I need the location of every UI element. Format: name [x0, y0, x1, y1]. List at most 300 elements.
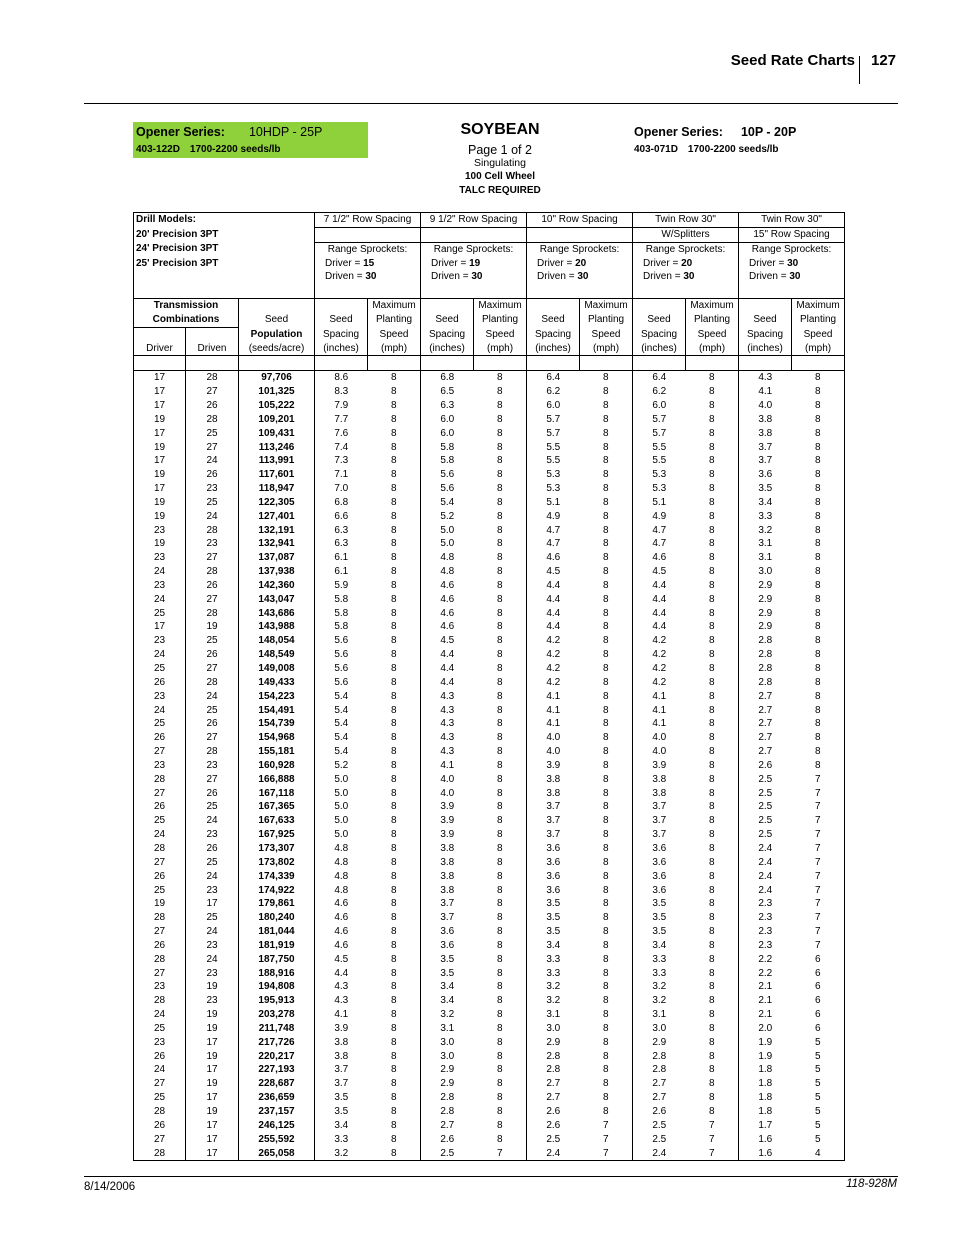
table-cell: 6.8: [440, 372, 455, 384]
table-cell: 2.5: [546, 1133, 561, 1145]
table-cell: 2.9: [758, 607, 773, 619]
table-cell: 8: [368, 745, 421, 759]
table-cell: 8: [686, 468, 739, 482]
table-cell: 8: [368, 385, 421, 399]
table-cell: 7: [686, 1119, 739, 1133]
table-cell: 8: [474, 911, 527, 925]
table-cell: 8: [686, 441, 739, 455]
table-cell: 25: [134, 607, 186, 621]
table-cell: 23: [186, 482, 239, 496]
spacing-group-2-sub: [421, 227, 527, 242]
table-cell: 8: [368, 537, 421, 551]
seed-spacing-header: (inches): [633, 342, 686, 356]
table-cell: 2.6: [546, 1106, 561, 1117]
table-cell: 194,808: [239, 980, 315, 994]
table-cell: 7.3: [334, 455, 349, 467]
table-cell: 166,888: [239, 773, 315, 787]
max-speed-header: Speed: [580, 327, 633, 341]
table-cell: 8: [474, 870, 527, 884]
page-of: Page 1 of 2: [468, 143, 532, 157]
table-cell: 3.7: [334, 1078, 349, 1090]
table-cell: 8: [686, 800, 739, 814]
table-cell: 2.7: [758, 732, 773, 744]
table-cell: 8: [792, 385, 845, 399]
table-cell: 5: [792, 1105, 845, 1119]
table-cell: 2.8: [440, 1106, 455, 1117]
table-cell: 25: [186, 856, 239, 870]
spacing-group-4-sub: W/Splitters: [633, 227, 739, 242]
table-cell: 8: [474, 814, 527, 828]
range-sprockets-label: Range Sprockets:: [739, 242, 845, 256]
seed-spacing-header: Seed: [633, 313, 686, 327]
range-sprockets-label: Range Sprockets:: [527, 242, 633, 256]
table-cell: 1.9: [758, 1036, 773, 1048]
table-cell: 17: [186, 1036, 239, 1050]
table-cell: 23: [134, 634, 186, 648]
table-cell: 154,491: [239, 704, 315, 718]
range-sprockets-label: Range Sprockets:: [633, 242, 739, 256]
table-cell: 8: [368, 413, 421, 427]
population-header: (seeds/acre): [239, 342, 315, 356]
table-cell: 8: [792, 482, 845, 496]
table-cell: 8: [580, 634, 633, 648]
table-cell: 2.6: [440, 1133, 455, 1145]
table-cell: 7: [792, 787, 845, 801]
table-cell: 8: [686, 399, 739, 413]
table-cell: 8: [580, 482, 633, 496]
table-cell: 19: [186, 620, 239, 634]
table-cell: 3.9: [652, 759, 667, 771]
spacing-group-3-sub: [527, 227, 633, 242]
table-cell: 8: [686, 1105, 739, 1119]
table-cell: 188,916: [239, 967, 315, 981]
table-cell: 19: [186, 1022, 239, 1036]
table-cell: 8: [474, 925, 527, 939]
table-cell: 25: [134, 1022, 186, 1036]
table-cell: 8: [368, 842, 421, 856]
table-cell: 8: [368, 911, 421, 925]
spacing-group-3-name: 10" Row Spacing: [527, 213, 633, 228]
table-cell: 4.3: [440, 704, 455, 716]
table-cell: 4.7: [652, 524, 667, 536]
table-cell: 8: [368, 1119, 421, 1133]
seed-spacing-header: Seed: [315, 313, 368, 327]
table-cell: 4.6: [334, 926, 349, 938]
table-cell: 5.0: [334, 815, 349, 827]
table-cell: 8: [686, 911, 739, 925]
table-cell: 4.6: [440, 607, 455, 619]
table-cell: 1.9: [758, 1050, 773, 1062]
table-cell: 148,549: [239, 648, 315, 662]
table-cell: 25: [186, 704, 239, 718]
table-cell: 8: [474, 1022, 527, 1036]
table-cell: 5.6: [440, 483, 455, 495]
table-cell: 3.7: [440, 912, 455, 924]
table-cell: 3.4: [334, 1119, 349, 1131]
table-cell: 26: [186, 399, 239, 413]
table-cell: 8: [792, 704, 845, 718]
opener-left-series: 10HDP - 25P: [248, 125, 323, 139]
spacing-group-2-name: 9 1/2" Row Spacing: [421, 213, 527, 228]
table-cell: 7: [474, 1147, 527, 1161]
table-cell: 27: [134, 1077, 186, 1091]
table-cell: 2.6: [546, 1119, 561, 1131]
table-cell: 8: [368, 1091, 421, 1105]
table-cell: 1.7: [758, 1119, 773, 1131]
table-row: [134, 842, 845, 856]
spacing-group-5-sub: 15" Row Spacing: [739, 227, 845, 242]
table-cell: 8: [686, 413, 739, 427]
table-cell: 265,058: [239, 1147, 315, 1161]
table-cell: 26: [186, 468, 239, 482]
table-cell: 5.3: [546, 469, 561, 481]
table-cell: 28: [186, 524, 239, 538]
table-cell: 8: [474, 1050, 527, 1064]
table-cell: 8: [580, 1022, 633, 1036]
table-cell: 2.9: [652, 1036, 667, 1048]
table-cell: 26: [186, 717, 239, 731]
max-speed-header: (mph): [474, 342, 527, 356]
table-cell: 7.1: [334, 469, 349, 481]
table-row: [134, 441, 845, 455]
table-cell: 8: [474, 634, 527, 648]
table-cell: 2.5: [421, 1147, 474, 1161]
table-cell: 24: [186, 953, 239, 967]
table-cell: 6.0: [652, 399, 667, 411]
table-cell: 4.4: [652, 579, 667, 591]
table-cell: 8: [368, 800, 421, 814]
transmission-header: Combinations: [134, 313, 239, 327]
table-cell: 143,988: [239, 620, 315, 634]
table-cell: 8: [368, 704, 421, 718]
seed-spacing-header: (inches): [421, 342, 474, 356]
opener-left-part: 403-122D: [136, 144, 180, 155]
table-cell: 8: [686, 1063, 739, 1077]
table-cell: 8: [474, 579, 527, 593]
table-cell: 8: [474, 468, 527, 482]
table-cell: 8: [368, 1133, 421, 1147]
table-cell: 27: [186, 593, 239, 607]
table-cell: 4.1: [546, 690, 561, 702]
table-cell: 7: [792, 856, 845, 870]
table-cell: 8: [368, 814, 421, 828]
table-cell: 167,925: [239, 828, 315, 842]
table-cell: 2.6: [652, 1106, 667, 1117]
table-cell: 4: [792, 1147, 845, 1161]
table-cell: 17: [134, 371, 186, 385]
table-cell: 8: [474, 441, 527, 455]
table-cell: 8: [686, 524, 739, 538]
table-cell: 8: [580, 579, 633, 593]
table-row: [134, 994, 845, 1008]
table-cell: 23: [186, 994, 239, 1008]
table-row: [134, 468, 845, 482]
table-row: [134, 759, 845, 773]
table-cell: 2.9: [440, 1078, 455, 1090]
table-cell: 27: [134, 856, 186, 870]
table-cell: 4.1: [652, 690, 667, 702]
cell-wheel: 100 Cell Wheel: [464, 171, 536, 182]
table-cell: 3.0: [440, 1036, 455, 1048]
table-cell: 173,307: [239, 842, 315, 856]
table-cell: 4.4: [440, 663, 455, 674]
table-cell: 8: [368, 1050, 421, 1064]
table-cell: 6.4: [652, 372, 667, 384]
table-cell: 5.5: [546, 441, 561, 453]
table-cell: 255,592: [239, 1133, 315, 1147]
max-speed-header: (mph): [580, 342, 633, 356]
opener-right-part: 403-071D: [634, 144, 678, 155]
table-cell: 19: [186, 1105, 239, 1119]
table-cell: 3.3: [546, 967, 561, 979]
table-cell: 23: [134, 759, 186, 773]
table-cell: 24: [186, 814, 239, 828]
table-cell: 3.8: [652, 787, 667, 799]
table-cell: 4.4: [546, 579, 561, 591]
table-cell: 8: [474, 1036, 527, 1050]
table-cell: 25: [186, 634, 239, 648]
table-cell: 8: [686, 551, 739, 565]
table-cell: 17: [186, 1119, 239, 1133]
driven-sprocket: Driven = 30: [315, 270, 421, 284]
table-cell: 237,157: [239, 1105, 315, 1119]
table-cell: 8: [474, 524, 527, 538]
table-cell: 19: [134, 413, 186, 427]
table-cell: 7: [686, 1147, 739, 1161]
table-cell: 3.8: [758, 413, 773, 425]
table-cell: 2.0: [758, 1022, 773, 1034]
table-cell: 167,118: [239, 787, 315, 801]
table-cell: 5: [792, 1119, 845, 1133]
table-cell: 2.4: [758, 870, 773, 882]
table-cell: 8: [368, 496, 421, 510]
spacing-group-5-name: Twin Row 30": [739, 213, 845, 228]
table-cell: 117,601: [239, 468, 315, 482]
table-cell: 4.7: [546, 538, 561, 550]
table-cell: 8: [686, 1077, 739, 1091]
table-cell: 2.7: [758, 704, 773, 716]
table-cell: 4.2: [652, 676, 667, 688]
table-cell: 4.4: [546, 621, 561, 633]
table-cell: 8: [474, 413, 527, 427]
table-cell: 17: [186, 1147, 239, 1161]
table-cell: 3.6: [440, 939, 455, 951]
table-cell: 2.8: [652, 1064, 667, 1076]
meter-type: Singulating: [474, 157, 526, 169]
table-cell: 8: [580, 620, 633, 634]
table-cell: 8: [686, 676, 739, 690]
table-cell: 174,339: [239, 870, 315, 884]
table-cell: 8: [474, 676, 527, 690]
table-cell: 17: [134, 454, 186, 468]
table-cell: 8: [686, 579, 739, 593]
opener-right-series: 10P - 20P: [740, 125, 797, 139]
table-cell: 5.5: [546, 455, 561, 467]
table-cell: 3.5: [546, 926, 561, 938]
table-cell: 8: [792, 579, 845, 593]
seed-spacing-header: Spacing: [527, 327, 580, 341]
table-cell: 2.5: [758, 787, 773, 799]
table-cell: 2.5: [758, 801, 773, 813]
table-cell: 8: [580, 496, 633, 510]
population-header: Population: [239, 327, 315, 341]
table-cell: 6: [792, 980, 845, 994]
table-cell: 167,365: [239, 800, 315, 814]
table-cell: 4.0: [440, 773, 455, 785]
table-cell: 8: [474, 593, 527, 607]
table-cell: 3.1: [758, 552, 773, 564]
table-row: [134, 510, 845, 524]
table-cell: 28: [186, 607, 239, 621]
table-cell: 3.4: [546, 939, 561, 951]
table-cell: 8: [474, 662, 527, 676]
opener-left-rate: 1700-2200 seeds/lb: [189, 144, 281, 155]
table-row: [134, 1105, 845, 1119]
table-row: [134, 537, 845, 551]
table-cell: 3.3: [334, 1133, 349, 1145]
table-cell: 2.4: [758, 884, 773, 896]
table-cell: 8: [368, 1008, 421, 1022]
table-cell: 1.8: [758, 1064, 773, 1076]
table-row: [134, 690, 845, 704]
table-cell: 8: [580, 676, 633, 690]
table-cell: 4.4: [652, 593, 667, 605]
table-cell: 4.4: [440, 676, 455, 688]
opener-series-left: [133, 122, 368, 158]
table-cell: 8: [474, 482, 527, 496]
table-cell: 2.7: [652, 1092, 667, 1104]
table-cell: 5.3: [652, 469, 667, 481]
table-cell: 8: [686, 371, 739, 385]
table-cell: 19: [186, 1077, 239, 1091]
table-cell: 8: [580, 371, 633, 385]
table-row: [134, 939, 845, 953]
table-cell: 8: [368, 454, 421, 468]
table-cell: 5.0: [440, 524, 455, 536]
table-cell: 3.8: [440, 870, 455, 882]
table-cell: 8: [368, 1022, 421, 1036]
table-cell: 5.6: [334, 635, 349, 647]
table-cell: 4.2: [652, 663, 667, 674]
table-cell: 8: [474, 551, 527, 565]
table-cell: 8: [792, 468, 845, 482]
table-cell: 227,193: [239, 1063, 315, 1077]
table-cell: 8: [580, 911, 633, 925]
table-cell: 7: [792, 870, 845, 884]
table-cell: 3.6: [546, 856, 561, 868]
table-cell: 8: [368, 884, 421, 898]
table-cell: 3.7: [652, 801, 667, 813]
driver-sprocket: Driver = 15: [315, 257, 421, 271]
drill-model: 24' Precision 3PT: [134, 242, 315, 256]
table-row: [134, 787, 845, 801]
table-cell: 8: [686, 842, 739, 856]
table-cell: 23: [186, 828, 239, 842]
table-cell: 4.2: [546, 635, 561, 647]
table-cell: 26: [186, 842, 239, 856]
table-cell: 28: [186, 565, 239, 579]
table-cell: 5.0: [334, 773, 349, 785]
table-cell: 6.3: [334, 524, 349, 536]
table-cell: 101,325: [239, 385, 315, 399]
table-row: [134, 814, 845, 828]
table-cell: 8: [474, 1063, 527, 1077]
table-cell: 149,008: [239, 662, 315, 676]
table-cell: 3.4: [758, 496, 773, 508]
table-cell: 8: [474, 967, 527, 981]
table-cell: 8.6: [334, 372, 349, 384]
table-cell: 3.6: [546, 870, 561, 882]
table-cell: 8: [792, 496, 845, 510]
table-row: [134, 870, 845, 884]
table-cell: 180,240: [239, 911, 315, 925]
table-cell: 8: [792, 745, 845, 759]
max-speed-header: Speed: [474, 327, 527, 341]
table-cell: 4.5: [440, 635, 455, 647]
table-cell: 8: [580, 842, 633, 856]
table-cell: 2.8: [546, 1050, 561, 1062]
table-cell: 8: [580, 787, 633, 801]
table-cell: 3.0: [652, 1022, 667, 1034]
table-cell: 8: [474, 1133, 527, 1147]
table-row: [134, 828, 845, 842]
seed-spacing-header: Spacing: [633, 327, 686, 341]
table-cell: 3.6: [440, 926, 455, 938]
table-cell: 8: [580, 828, 633, 842]
table-cell: 8: [474, 828, 527, 842]
table-cell: 8: [686, 953, 739, 967]
table-cell: 2.5: [758, 815, 773, 827]
table-cell: 5.1: [652, 496, 667, 508]
table-cell: 23: [134, 524, 186, 538]
table-cell: 8: [368, 1105, 421, 1119]
table-cell: 8: [686, 510, 739, 524]
table-cell: 6.6: [334, 510, 349, 522]
table-cell: 24: [134, 593, 186, 607]
table-cell: 8: [580, 704, 633, 718]
table-cell: 2.4: [758, 842, 773, 854]
table-cell: 203,278: [239, 1008, 315, 1022]
table-cell: 7: [792, 800, 845, 814]
table-cell: 7: [792, 897, 845, 911]
table-cell: 3.7: [652, 815, 667, 827]
table-cell: 8: [368, 731, 421, 745]
driven-sprocket: Driven = 30: [421, 270, 527, 284]
table-cell: 3.3: [758, 510, 773, 522]
table-cell: 26: [134, 800, 186, 814]
table-cell: 3.4: [652, 939, 667, 951]
table-cell: 2.2: [758, 967, 773, 979]
table-cell: 8: [686, 980, 739, 994]
table-row: [134, 731, 845, 745]
table-cell: 3.8: [440, 856, 455, 868]
table-cell: 8: [580, 967, 633, 981]
table-cell: 23: [134, 579, 186, 593]
table-cell: 28: [186, 413, 239, 427]
table-cell: 19: [134, 537, 186, 551]
table-cell: 4.1: [546, 718, 561, 730]
table-cell: 195,913: [239, 994, 315, 1008]
table-cell: 8: [474, 565, 527, 579]
table-cell: 27: [134, 925, 186, 939]
table-cell: 7: [792, 911, 845, 925]
table-row: [134, 1147, 845, 1161]
table-cell: 7: [792, 884, 845, 898]
table-cell: 2.7: [758, 690, 773, 702]
max-speed-header: Maximum: [580, 299, 633, 313]
table-cell: 3.5: [440, 967, 455, 979]
table-cell: 3.7: [546, 829, 561, 841]
